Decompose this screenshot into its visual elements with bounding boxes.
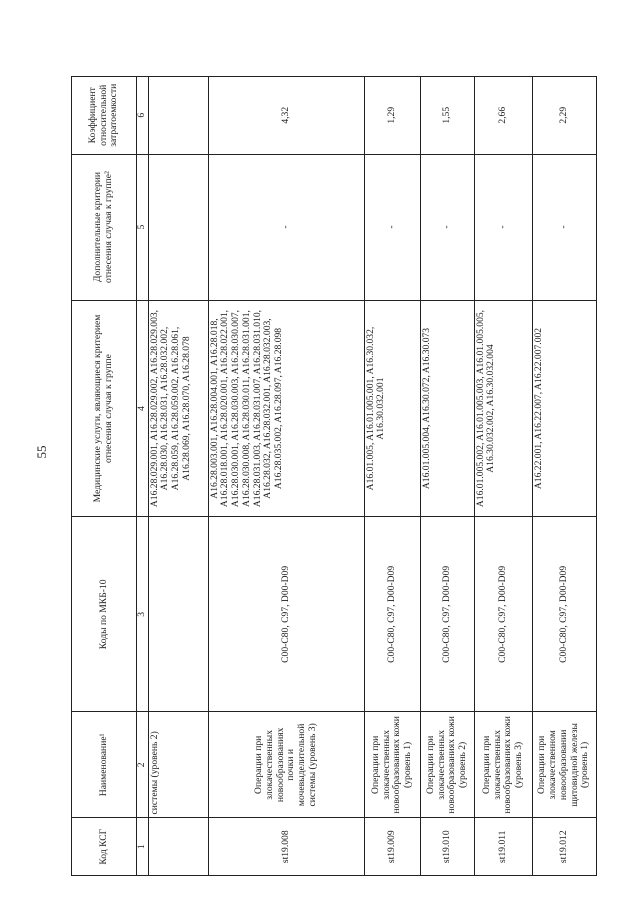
- cell-extra: -: [208, 154, 364, 300]
- cell-mkb: C00-C80, C97, D00-D09: [364, 517, 420, 712]
- cell-coef: [148, 77, 208, 155]
- header-services: Медицинские услуги, являющиеся критерием отнесения случая к группе: [72, 300, 137, 517]
- rotated-table-container: [71, 76, 591, 876]
- cell-coef: 4,32: [208, 77, 364, 155]
- column-number: 1: [137, 818, 149, 876]
- table-row: [208, 77, 364, 876]
- cell-extra: -: [474, 154, 532, 300]
- cell-name: Операции при злокачественном новообразовании щитовидной железы (уровень 1): [532, 712, 596, 818]
- ksg-table: [71, 76, 597, 876]
- cell-mkb: C00-C80, C97, D00-D09: [532, 517, 596, 712]
- cell-coef: 1,29: [364, 77, 420, 155]
- cell-mkb: C00-C80, C97, D00-D09: [208, 517, 364, 712]
- table-row: [364, 77, 420, 876]
- cell-code: st19.010: [420, 818, 474, 876]
- cell-extra: -: [364, 154, 420, 300]
- header-coef: Коэффициент относительной затратоемкости: [72, 77, 137, 155]
- cell-coef: 2,29: [532, 77, 596, 155]
- table-row: [474, 77, 532, 876]
- cell-code: st19.008: [208, 818, 364, 876]
- cell-services: A16.01.005.004, A16.30.072, A16.30.073: [420, 300, 474, 517]
- cell-name: системы (уровень 2): [148, 712, 208, 818]
- table-header-row: [72, 77, 137, 876]
- column-number-row: [137, 77, 149, 876]
- cell-extra: -: [532, 154, 596, 300]
- header-extra: Дополнительные критерии отнесения случая к группе²: [72, 154, 137, 300]
- column-number: 3: [137, 517, 149, 712]
- cell-coef: 1,55: [420, 77, 474, 155]
- cell-extra: [148, 154, 208, 300]
- column-number: 4: [137, 300, 149, 517]
- column-number: 5: [137, 154, 149, 300]
- cell-extra: -: [420, 154, 474, 300]
- column-number: 6: [137, 77, 149, 155]
- column-number: 2: [137, 712, 149, 818]
- cell-mkb: C00-C80, C97, D00-D09: [474, 517, 532, 712]
- page-number: 55: [34, 445, 49, 459]
- cell-mkb: [148, 517, 208, 712]
- cell-services: A16.01.005.002, A16.01.005.003, A16.01.005.005, A16.30.032.002, A16.30.032.004: [474, 300, 532, 517]
- cell-services: A16.28.003.001, A16.28.004.001, A16.28.018, A16.28.018.001, A16.28.020.001, A16.28.022.001, A16.28.030.001, A16.28.030.003, A16.28.030.007, A16.28.030.008, A16.28.030.011, A16.28.031.001, A16.28.031.003, A16.28.031.007, A16.28.031.010, A16.28.032, A16.28.032.001, A16.28.032.003, A16.28.035.002, A16.28.097, A16.28.098: [208, 300, 364, 517]
- header-code: Код КСГ: [72, 818, 137, 876]
- continuation-row: [148, 77, 208, 876]
- cell-coef: 2,66: [474, 77, 532, 155]
- cell-name: Операции при злокачественных новообразованиях кожи (уровень 2): [420, 712, 474, 818]
- table-row: [420, 77, 474, 876]
- cell-code: [148, 818, 208, 876]
- cell-name: Операции при злокачественных новообразованиях кожи (уровень 1): [364, 712, 420, 818]
- cell-code: st19.011: [474, 818, 532, 876]
- cell-code: st19.012: [532, 818, 596, 876]
- header-mkb: Коды по МКБ-10: [72, 517, 137, 712]
- header-name: Наименование¹: [72, 712, 137, 818]
- cell-services: A16.28.029.001, A16.28.029.002, A16.28.029.003, A16.28.030, A16.28.031, A16.28.032.002, A16.28.059, A16.28.059.002, A16.28.061, A16.28.069, A16.28.070, A16.28.078: [148, 300, 208, 517]
- cell-services: A16.01.005, A16.01.005.001, A16.30.032, A16.30.032.001: [364, 300, 420, 517]
- cell-services: A16.22.001, A16.22.007, A16.22.007.002: [532, 300, 596, 517]
- table-row: [532, 77, 596, 876]
- cell-name: Операции при злокачественных новообразованиях почки и мочевыделительной системы (уровень 3): [208, 712, 364, 818]
- cell-code: st19.009: [364, 818, 420, 876]
- cell-name: Операции при злокачественных новообразованиях кожи (уровень 3): [474, 712, 532, 818]
- cell-mkb: C00-C80, C97, D00-D09: [420, 517, 474, 712]
